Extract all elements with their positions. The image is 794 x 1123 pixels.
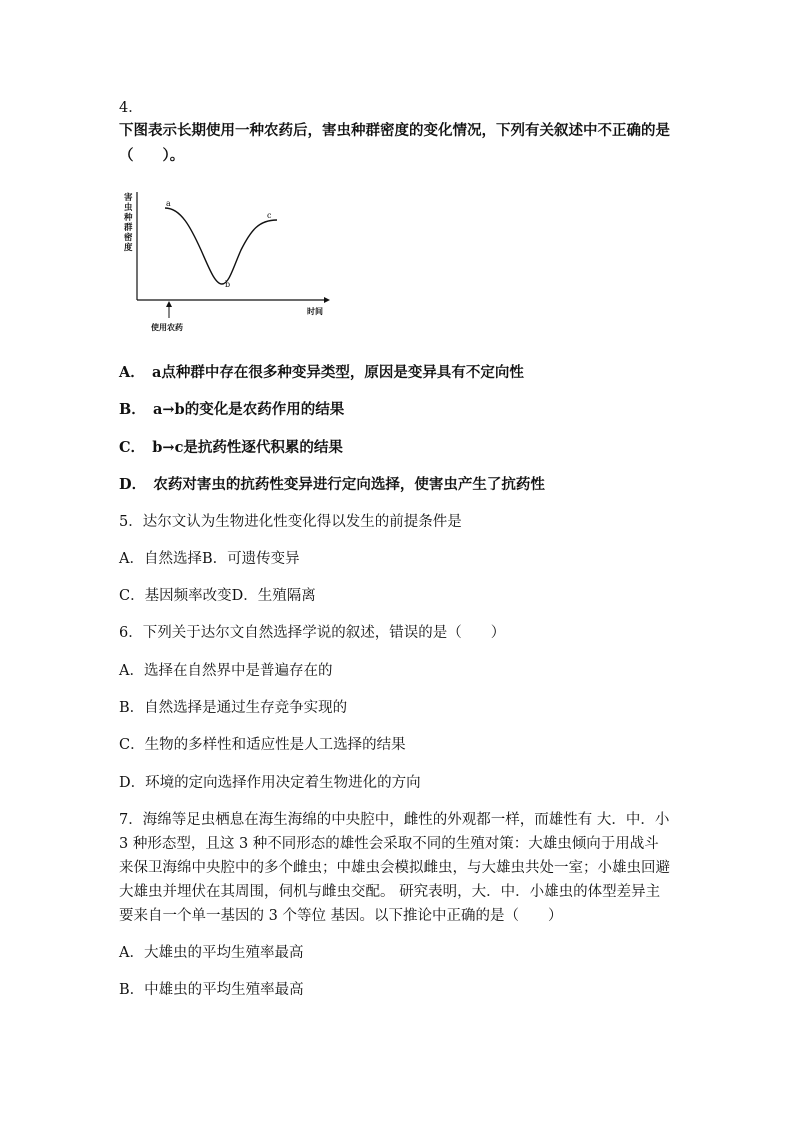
q7-option-a: A．大雄虫的平均生殖率最高 (119, 945, 304, 961)
q5-stem: 5．达尔文认为生物进化性变化得以发生的前提条件是 (119, 514, 462, 530)
q6-option-a: A．选择在自然界中是普遍存在的 (119, 663, 333, 679)
q7-stem-line2: 3 种形态型，且这 3 种不同形态的雄性会采取不同的生殖对策：大雄虫倾向于用战斗 (119, 836, 659, 852)
figure-ylabel (123, 192, 133, 253)
figure-x-arrowhead (324, 297, 330, 303)
population-curve (165, 208, 277, 284)
q4-figure (119, 188, 339, 338)
arrow-label: 使用农药 (151, 322, 183, 332)
point-b-label: b (225, 280, 231, 289)
point-a-label: a (166, 199, 171, 208)
q6-option-d: D．环境的定向选择作用决定着生物进化的方向 (119, 775, 421, 791)
figure-xlabel: 时间 (307, 306, 323, 316)
q4-stem-line2: （ ）。 (119, 147, 185, 164)
q4-option-d: D． 农药对害虫的抗药性变异进行定向选择，使害虫产生了抗药性 (119, 476, 545, 493)
point-c-label: c (267, 211, 272, 220)
q7-stem-line1: 7．海绵等足虫栖息在海生海绵的中央腔中，雌性的外观都一样，而雄性有 大．中．小 (119, 812, 670, 828)
q7-option-b: B．中雄虫的平均生殖率最高 (119, 982, 304, 998)
q5-option-cd: C．基因频率改变D．生殖隔离 (119, 588, 316, 604)
q4-option-c: C． b→c是抗药性逐代积累的结果 (119, 439, 343, 456)
q4-stem-line1: 下图表示长期使用一种农药后，害虫种群密度的变化情况，下列有关叙述中不正确的是 (119, 122, 670, 139)
q6-option-b: B．自然选择是通过生存竞争实现的 (119, 700, 348, 716)
q7-stem-line3: 来保卫海绵中央腔中的多个雌虫；中雄虫会模拟雌虫，与大雄虫共处一室；小雄虫回避 (119, 860, 670, 876)
q6-option-c: C．生物的多样性和适应性是人工选择的结果 (119, 737, 406, 753)
q4-option-b: B． a→b的变化是农药作用的结果 (119, 401, 345, 418)
q4-option-a: A． a点种群中存在很多种变异类型，原因是变异具有不定向性 (119, 364, 524, 381)
pesticide-arrowhead (166, 301, 172, 307)
q5-option-ab: A．自然选择B．可遗传变异 (119, 551, 300, 567)
svg-text:害虫种群密度: 害虫种群密度 (124, 193, 133, 253)
q6-stem: 6．下列关于达尔文自然选择学说的叙述，错误的是（ ） (119, 625, 506, 641)
q7-stem-line4: 大雄虫并埋伏在其周围，伺机与雌虫交配。 研究表明，大．中．小雄虫的体型差异主 (119, 884, 661, 900)
q7-stem-line5: 要来自一个单一基因的 3 个等位 基因。以下推论中正确的是（ ） (119, 908, 563, 924)
q4-number: 4． (119, 100, 143, 116)
